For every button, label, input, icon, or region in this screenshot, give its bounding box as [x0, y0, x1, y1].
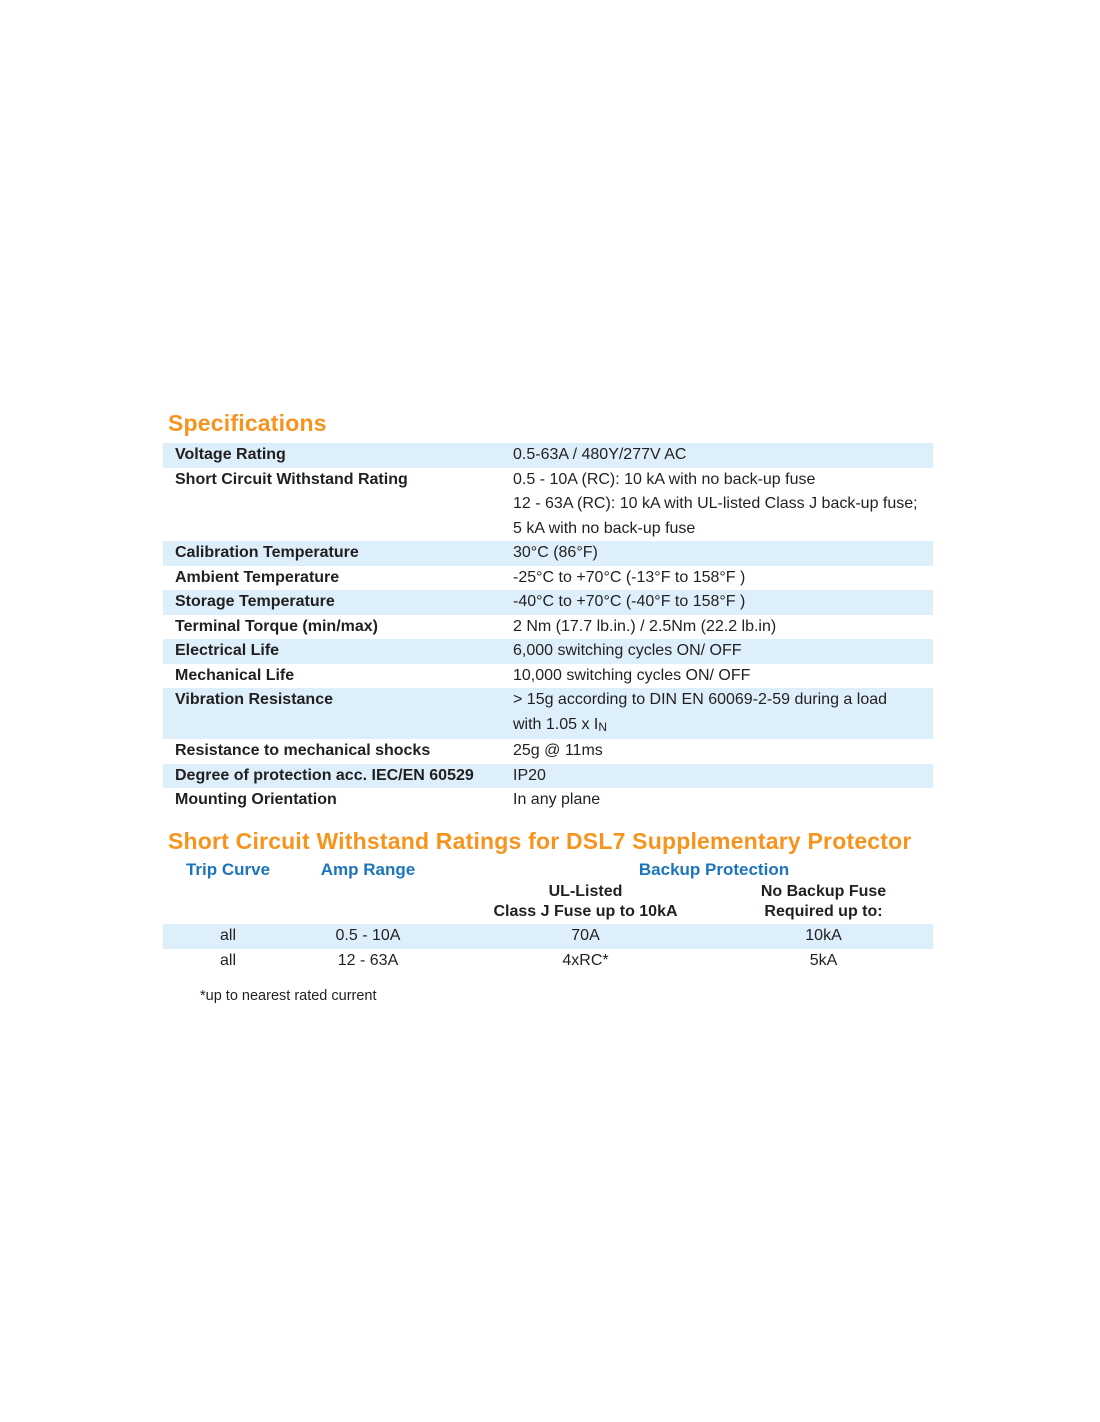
spec-value-line: 10,000 switching cycles ON/ OFF — [513, 666, 751, 684]
spec-value — [513, 639, 933, 664]
spec-value-line: In any plane — [513, 791, 601, 808]
short-circuit-cell: all — [219, 927, 236, 944]
short-circuit-header-row — [163, 859, 933, 880]
spec-label: Resistance to mechanical shocks — [175, 742, 431, 759]
spec-label: Storage Temperature — [175, 593, 335, 610]
spec-row — [163, 688, 933, 739]
spec-value-line: 0.5 - 10A (RC): 10 kA with no back-up fuse — [513, 470, 816, 488]
spec-value — [513, 688, 933, 739]
spec-label: Electrical Life — [175, 642, 280, 659]
subheader-line: UL-Listed — [548, 883, 623, 900]
short-circuit-subheader-row — [163, 882, 933, 922]
subheader-line: No Backup Fuse — [760, 883, 887, 900]
spec-value-line: 30°C (86°F) — [513, 544, 598, 561]
spec-value — [513, 566, 933, 591]
spec-label: Vibration Resistance — [175, 691, 333, 708]
spec-value — [513, 615, 933, 640]
spec-value-line: 2 Nm (17.7 lb.in.) / 2.5Nm (22.2 lb.in) — [513, 617, 777, 635]
spec-row — [163, 566, 933, 591]
spec-label: Terminal Torque (min/max) — [175, 617, 378, 635]
spec-value-line: with 1.05 x IN — [513, 715, 608, 734]
spec-label: Calibration Temperature — [175, 544, 359, 561]
spec-value-line: 6,000 switching cycles ON/ OFF — [513, 642, 742, 659]
specifications-table — [163, 443, 933, 813]
spec-value-line: IP20 — [513, 766, 546, 784]
short-circuit-cell: 12 - 63A — [337, 951, 399, 969]
short-circuit-row — [163, 924, 933, 949]
short-circuit-cell: 0.5 - 10A — [335, 927, 401, 944]
specifications-heading: Specifications — [168, 410, 327, 436]
spec-row — [163, 590, 933, 615]
short-circuit-cell: 70A — [571, 927, 600, 944]
short-circuit-data-rows — [163, 924, 933, 973]
short-circuit-cell: 10kA — [805, 927, 842, 944]
col-header-backup-protection: Backup Protection — [638, 860, 790, 879]
spec-value-line: > 15g according to DIN EN 60069-2-59 during a load — [513, 691, 888, 708]
spec-value — [513, 443, 933, 468]
short-circuit-cell: 5kA — [809, 951, 838, 969]
spec-value — [513, 541, 933, 566]
spec-row — [163, 639, 933, 664]
spec-value — [513, 739, 933, 764]
spec-value-line: -40°C to +70°C (-40°F to 158°F ) — [513, 593, 746, 610]
short-circuit-ratings-table — [163, 859, 933, 973]
spec-value-line: 5 kA with no back-up fuse — [513, 519, 696, 537]
spec-value-line: 12 - 63A (RC): 10 kA with UL-listed Class J back-up fuse; — [513, 495, 918, 512]
spec-value — [513, 788, 933, 813]
spec-label: Degree of protection acc. IEC/EN 60529 — [175, 766, 474, 784]
col-header-trip-curve: Trip Curve — [185, 860, 271, 879]
spec-value-line: -25°C to +70°C (-13°F to 158°F ) — [513, 568, 746, 586]
footnote: *up to nearest rated current — [200, 988, 377, 1004]
spec-value — [513, 468, 933, 542]
spec-value — [513, 764, 933, 789]
short-circuit-cell: all — [219, 951, 236, 969]
spec-row — [163, 615, 933, 640]
short-circuit-ratings-heading: Short Circuit Withstand Ratings for DSL7 Supplementary Protector — [168, 828, 912, 854]
short-circuit-cell: 4xRC* — [562, 951, 609, 969]
spec-value-line: 0.5-63A / 480Y/277V AC — [513, 446, 687, 463]
col-header-amp-range: Amp Range — [320, 860, 416, 879]
subheader-line: Class J Fuse up to 10kA — [493, 903, 678, 920]
spec-label: Ambient Temperature — [175, 568, 340, 586]
subscript: N — [598, 719, 608, 734]
subheader-spacer — [293, 882, 443, 922]
spec-row — [163, 541, 933, 566]
short-circuit-row — [163, 949, 933, 974]
spec-row — [163, 788, 933, 813]
spec-value-line: 25g @ 11ms — [513, 742, 603, 759]
spec-row — [163, 443, 933, 468]
spec-row — [163, 764, 933, 789]
spec-label: Voltage Rating — [175, 446, 286, 463]
spec-row — [163, 664, 933, 689]
spec-row — [163, 739, 933, 764]
spec-value — [513, 664, 933, 689]
spec-value — [513, 590, 933, 615]
subheader-spacer — [163, 882, 293, 922]
spec-label: Short Circuit Withstand Rating — [175, 470, 408, 488]
spec-label: Mounting Orientation — [175, 791, 337, 808]
spec-row — [163, 468, 933, 542]
spec-label: Mechanical Life — [175, 666, 295, 684]
subheader-ul-listed — [443, 882, 728, 922]
subheader-line: Required up to: — [764, 903, 883, 920]
subheader-no-backup-fuse — [728, 882, 933, 922]
